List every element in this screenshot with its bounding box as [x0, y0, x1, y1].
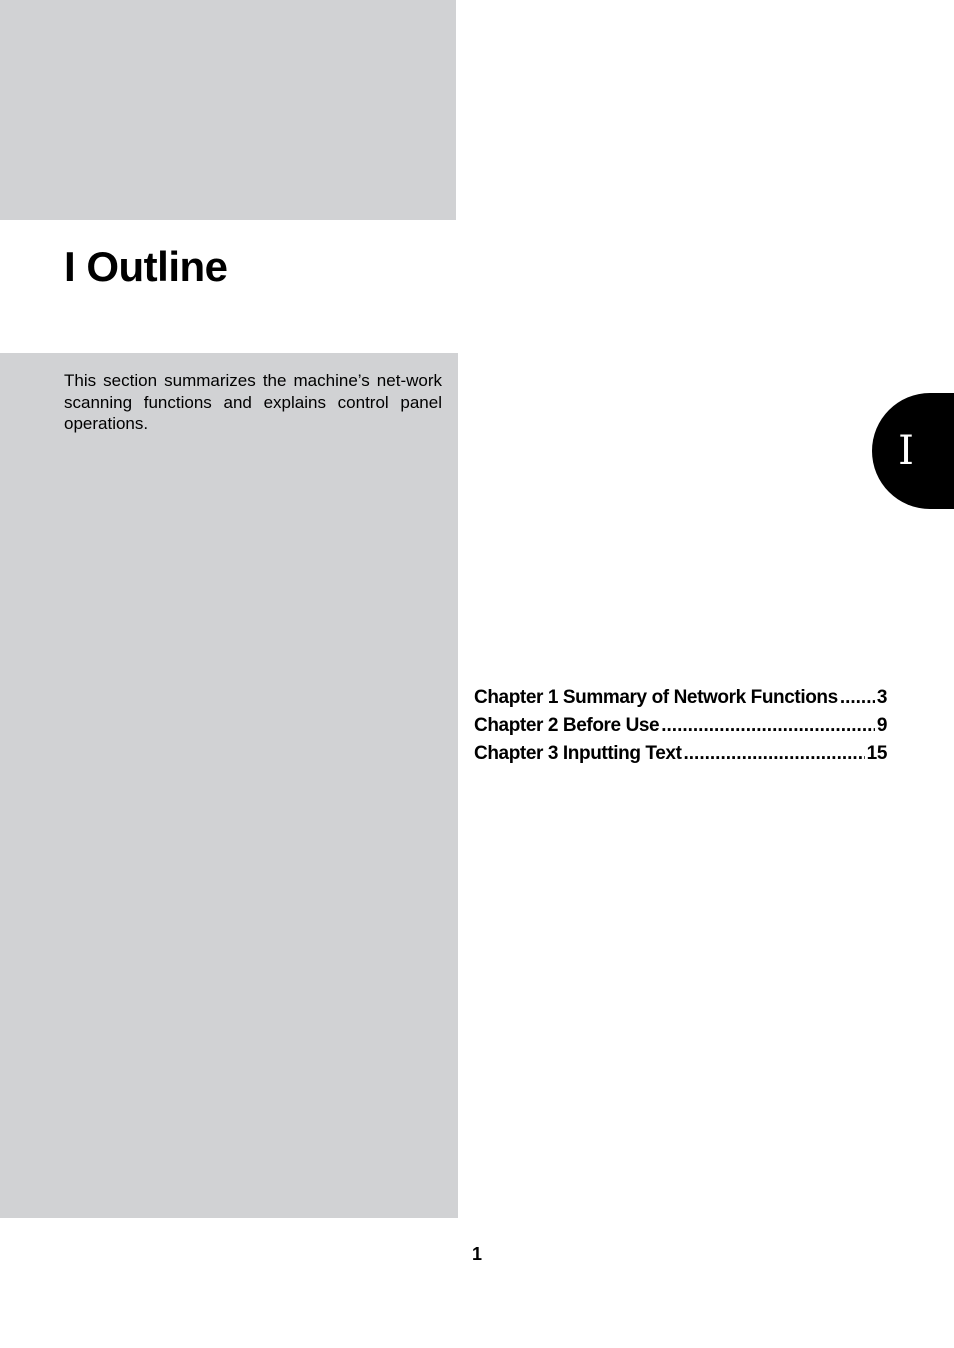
toc-leader: [840, 684, 875, 712]
toc-leader: [684, 740, 865, 768]
toc-page: 9: [876, 715, 887, 736]
section-tab: [872, 393, 954, 509]
section-intro: This section summarizes the machine’s net-work scanning functions and explains control panel operations.: [64, 371, 442, 433]
toc-page: 3: [876, 687, 887, 708]
table-of-contents: [474, 684, 887, 768]
page-number: 1: [471, 1244, 482, 1264]
section-title: I Outline: [64, 243, 228, 290]
toc-page: 15: [866, 743, 887, 764]
toc-title: Chapter 3 Inputting Text: [474, 743, 682, 764]
top-gray-panel: [0, 0, 456, 220]
toc-item-chapter-3[interactable]: [474, 740, 887, 768]
section-tab-label: I: [898, 428, 914, 474]
toc-title: Chapter 2 Before Use: [474, 715, 660, 736]
toc-title: Chapter 1 Summary of Network Functions: [474, 687, 838, 708]
side-gray-panel: [0, 353, 458, 1218]
toc-item-chapter-2[interactable]: [474, 712, 887, 740]
toc-leader: [661, 712, 875, 740]
toc-item-chapter-1[interactable]: [474, 684, 887, 712]
